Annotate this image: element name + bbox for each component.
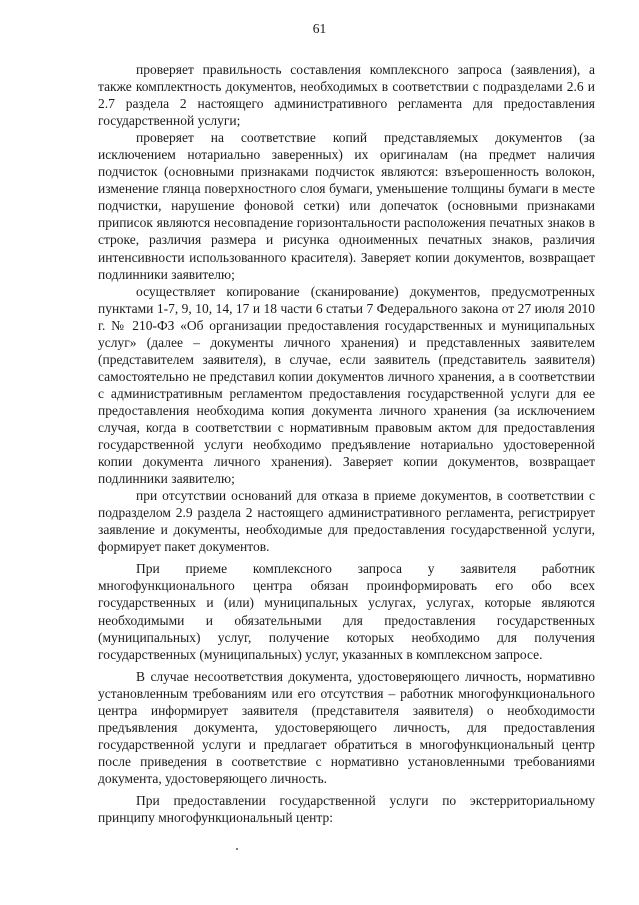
page-number: 61 (312, 21, 327, 36)
paragraph-identity-document: В случае несоответствия документа, удостоверяющего личность, нормативно установленным требованиям или его отсутствия – работник многофункционального центра информирует заявителя (представителя заявителя) о необходимости предъявления документа, удостоверяющего личность, для предоставления государственной услуги и предлагает обратиться в многофункциональный центр после приведения в соответствие с нормативно установленными требованиями документа, удостоверяющего личность. (98, 668, 595, 786)
scan-speck (236, 848, 238, 850)
paragraph-registration: при отсутствии оснований для отказа в приеме документов, в соответствии с подразделом 2.9 раздела 2 настоящего административного регламента, регистрирует заявление и документы, необходимые для предоставления государственной услуги, формирует пакет документов. (98, 488, 595, 555)
paragraph-copying-documents: осуществляет копирование (сканирование) документов, предусмотренных пунктами 1-7, 9, 10, 14, 17 и 18 части 6 статьи 7 Федерального закона от 27 июля 2010 г. № 210-ФЗ «Об организации предоставления государственных и муниципальных услуг» (далее – документы личного хранения) и представленных заявителем (представителем заявителя), в случае, если заявитель (представитель заявителя) самостоятельно не представил копии документов личного хранения, а в соответствии с административным регламентом предоставления государственной услуги для ее предоставления необходима копия документа личного хранения (за исключением случая, когда в соответствии с нормативным правовым актом для предоставления государственной услуги необходимо предъявление нотариально удостоверенной копии документа личного хранения). Заверяет копии документов, возвращает подлинники заявителю; (98, 283, 595, 487)
paragraph-complex-request-info: При приеме комплексного запроса у заявителя работник многофункционального центра обязан проинформировать его обо всех государственных и (или) муниципальных услугах, услугах, которые являются необходимыми и обязательными для предоставления государственных (муниципальных) услуг, получение которых необходимо для получения государственных (муниципальных) услуг, указанных в комплексном запросе. (98, 561, 595, 662)
document-body (98, 61, 595, 826)
paragraph-extraterritorial: При предоставлении государственной услуги по экстерриториальному принципу многофункциональный центр: (98, 792, 595, 826)
paragraph-check-copies: проверяет на соответствие копий представляемых документов (за исключением нотариально заверенных) их оригиналам (на предмет наличия подчисток (основными признаками подчисток являются: взъерошенность волокон, изменение глянца поверхностного слоя бумаги, уменьшение толщины бумаги в месте подчистки, нарушение фоновой сетки) или допечаток (основными признаками приписок являются несовпадение горизонтальности расположения печатных знаков в строке, различия размера и рисунка одноименных печатных знаков, различия интенсивности использованного красителя). Заверяет копии документов, возвращает подлинники заявителю; (98, 130, 595, 282)
paragraph-check-request: проверяет правильность составления комплексного запроса (заявления), а также комплектность документов, необходимых в соответствии с подразделами 2.6 и 2.7 раздела 2 настоящего административного регламента для предоставления государственной услуги; (98, 62, 595, 129)
